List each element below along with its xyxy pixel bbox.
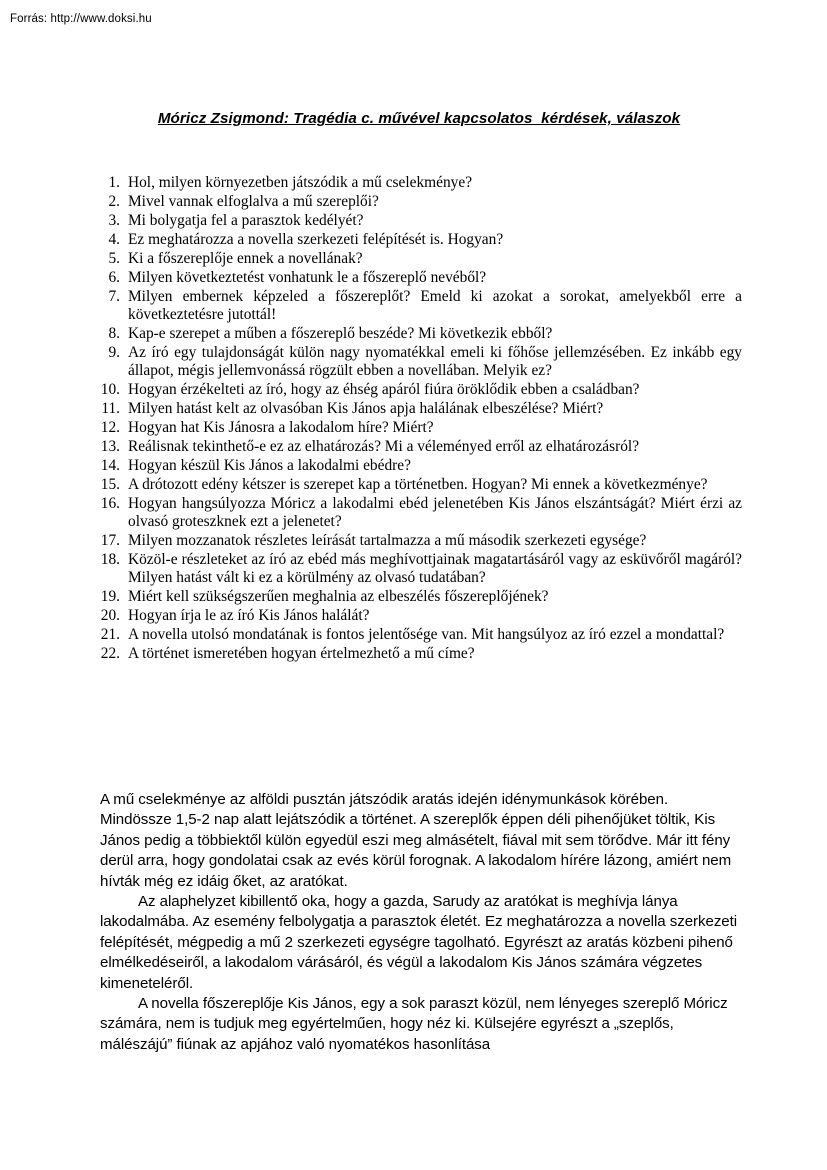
question-text: Mivel vannak elfoglalva a mű szereplői? — [128, 192, 379, 210]
question-text: Mi bolygatja fel a parasztok kedélyét? — [128, 211, 364, 229]
body-paragraph: Az alaphelyzet kibillentő oka, hogy a gazda, Sarudy az aratókat is meghívja lánya lakodalmába. Az esemény felbolygatja a parasztok életét. Ez meghatározza a novella szerkezeti felépítését, mégpedig a mű 2 szerkezeti egységre tagolható. Egyrészt az aratás közbeni pihenő elmélkedéseiről, a lakodalom várásáról, és végül a lakodalom Kis János számára végzetes kimeneteléről. — [100, 893, 738, 992]
question-item — [96, 419, 742, 437]
body-paragraph: A mű cselekménye az alföldi pusztán játszódik aratás idején idénymunkások körében. Mindössze 1,5-2 nap alatt lejátszódik a történet. A szereplők éppen déli pihenőjüket töltik, Kis János pedig a többiektől külön egyedül eszi meg almásételt, fiával mit sem törődve. Már itt fény derül arra, hogy gondolatai csak az evés körül forognak. A lakodalom hírére lázong, amiért nem hívták még ez idáig őket, az aratókat. — [100, 791, 732, 890]
question-number: 12. — [100, 419, 120, 436]
question-item — [96, 645, 742, 663]
question-item — [96, 344, 742, 381]
question-text: Reálisnak tekinthető-e ez az elhatározás? Mi a véleményed erről az elhatározásról? — [128, 437, 640, 455]
question-item — [96, 288, 742, 325]
question-number: 13. — [100, 437, 120, 455]
question-text: Ez meghatározza a novella szerkezeti felépítését is. Hogyan? — [128, 230, 504, 248]
question-list — [96, 174, 742, 664]
question-text: Milyen mozzanatok részletes leírását tartalmazza a mű második szerkezeti egysége? — [128, 532, 647, 550]
question-number: 17. — [100, 532, 120, 550]
question-item — [96, 457, 742, 475]
question-number: 1. — [108, 174, 120, 191]
question-item — [96, 607, 742, 625]
question-text: Hogyan hangsúlyozza Móricz a lakodalmi ebéd jelenetében Kis János elszántságát? Miért érzi az olvasó groteszknek ezt a jelenetet? — [128, 494, 742, 531]
question-item — [96, 250, 742, 268]
body-prose — [100, 790, 741, 1055]
question-text: A történet ismeretében hogyan értelmezhető a mű címe? — [128, 645, 475, 663]
question-item — [96, 438, 742, 456]
question-number: 3. — [108, 211, 120, 229]
question-number: 4. — [108, 230, 120, 248]
question-text: Hol, milyen környezetben játszódik a mű cselekménye? — [128, 174, 473, 191]
question-text: Milyen embernek képzeled a főszereplőt? Emeld ki azokat a sorokat, amelyekből erre a következtetésre jutottál! — [128, 287, 742, 323]
question-item — [96, 495, 742, 532]
question-number: 10. — [100, 381, 120, 399]
question-number: 21. — [100, 626, 120, 644]
question-number: 19. — [100, 588, 120, 606]
question-item — [96, 381, 742, 399]
question-item — [96, 193, 742, 211]
question-item — [96, 532, 742, 550]
question-number: 5. — [108, 249, 120, 267]
question-item — [96, 551, 742, 588]
question-number: 9. — [108, 343, 120, 361]
question-item — [96, 400, 742, 418]
question-text: Közöl-e részleteket az író az ebéd más meghívottjainak magatartásáról vagy az esküvőről magáról? Milyen hatást vált ki ez a körülmény az olvasó tudatában? — [128, 550, 742, 587]
question-text: Az író egy tulajdonságát külön nagy nyomatékkal emeli ki főhőse jellemzésében. Ez inkább egy állapot, mégis jellemvonássá rögzült ebben a novellában. Melyik ez? — [128, 343, 742, 380]
question-number: 14. — [100, 456, 120, 474]
question-item — [96, 626, 742, 644]
question-text: Ki a főszereplője ennek a novellának? — [128, 249, 363, 267]
question-number: 16. — [100, 494, 120, 512]
question-item — [96, 476, 742, 494]
question-item — [96, 174, 742, 192]
question-text: Hogyan írja le az író Kis János halálát? — [128, 607, 370, 625]
question-text: A drótozott edény kétszer is szerepet kap a történetben. Hogyan? Mi ennek a következménye? — [128, 475, 708, 493]
body-paragraph: A novella főszereplője Kis János, egy a sok paraszt közül, nem lényeges szereplő Móricz számára, nem is tudjuk meg egyértelműen, hogy néz ki. Külsejére egyrészt a „szeplős, málészájú” fiúnak az apjához való nyomatékos hasonlítása — [100, 995, 728, 1053]
question-text: Milyen következtetést vonhatunk le a főszereplő nevéből? — [128, 268, 487, 286]
question-item — [96, 212, 742, 230]
question-number: 11. — [101, 400, 120, 418]
question-item — [96, 588, 742, 606]
page-title: Móricz Zsigmond: Tragédia c. művével kapcsolatos kérdések, válaszok — [157, 110, 681, 128]
question-number: 7. — [108, 287, 120, 305]
question-item — [96, 325, 742, 343]
source-url-header: Forrás: http://www.doksi.hu — [10, 13, 152, 25]
question-text: Hogyan hat Kis Jánosra a lakodalom híre? Miért? — [128, 419, 434, 436]
question-text: Kap-e szerepet a műben a főszereplő beszéde? Mi következik ebből? — [128, 324, 553, 342]
question-number: 22. — [100, 645, 120, 663]
question-number: 20. — [100, 607, 120, 625]
question-text: Milyen hatást kelt az olvasóban Kis János apja halálának elbeszélése? Miért? — [128, 400, 604, 418]
question-number: 2. — [108, 192, 120, 210]
question-number: 8. — [108, 324, 120, 342]
question-text: A novella utolsó mondatának is fontos jelentősége van. Mit hangsúlyoz az író ezzel a mondattal? — [128, 626, 725, 644]
question-number: 15. — [100, 475, 120, 493]
question-text: Hogyan készül Kis János a lakodalmi ebédre? — [128, 456, 411, 474]
question-item — [96, 231, 742, 249]
question-text: Hogyan érzékelteti az író, hogy az éhség apáról fiúra öröklődik ebben a családban? — [128, 381, 640, 399]
question-number: 18. — [100, 550, 120, 568]
question-number: 6. — [108, 268, 120, 286]
question-text: Miért kell szükségszerűen meghalnia az elbeszélés főszereplőjének? — [128, 588, 549, 606]
question-item — [96, 269, 742, 287]
